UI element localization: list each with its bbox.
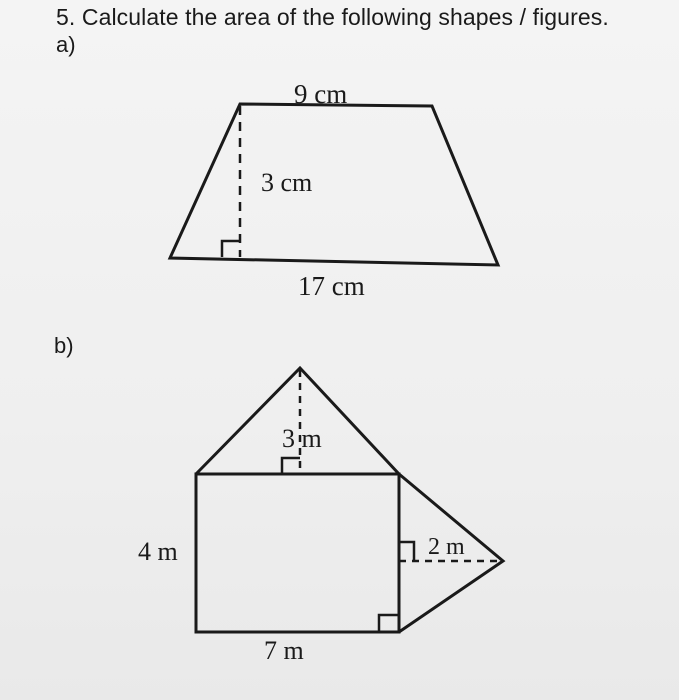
trapezium-height-label: 3 cm bbox=[261, 168, 313, 197]
rectangle-right-angle-mark bbox=[379, 615, 399, 632]
top-triangle-right-angle-mark bbox=[282, 458, 300, 474]
question-title: 5. Calculate the area of the following shapes / figures. bbox=[56, 4, 609, 30]
top-triangle-height-label: 3 m bbox=[282, 424, 322, 453]
side-triangle-height-label: 2 m bbox=[428, 534, 465, 560]
composite-figure bbox=[196, 368, 503, 632]
rectangle-width-label: 7 m bbox=[264, 636, 304, 665]
trapezium-bottom-label: 17 cm bbox=[298, 271, 365, 301]
rectangle-height-label: 4 m bbox=[138, 537, 178, 566]
trapezium-figure bbox=[170, 104, 498, 265]
trapezium-right-angle-mark bbox=[222, 241, 240, 257]
side-triangle-right-angle-mark bbox=[399, 542, 414, 561]
trapezium-outline bbox=[170, 104, 498, 265]
trapezium-top-label: 9 cm bbox=[294, 79, 348, 109]
composite-rectangle bbox=[196, 474, 399, 632]
part-a-label: a) bbox=[56, 32, 76, 57]
part-b-label: b) bbox=[54, 333, 74, 358]
